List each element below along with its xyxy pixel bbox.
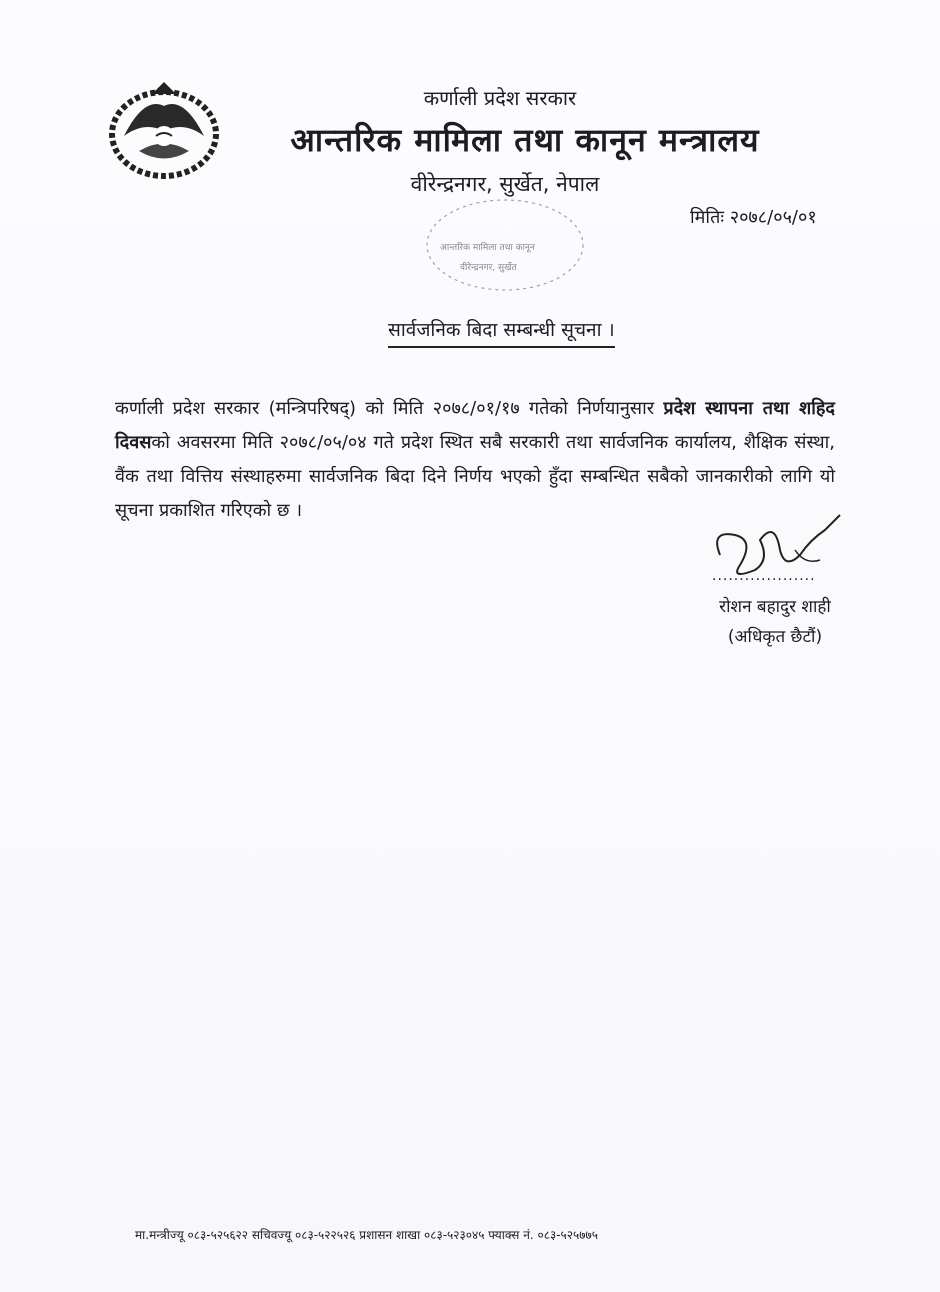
nepal-emblem-icon (104, 76, 224, 186)
svg-text:वीरेन्द्रनगर, सुर्खेत: वीरेन्द्रनगर, सुर्खेत (460, 263, 517, 273)
svg-text:आन्तरिक मामिला तथा कानून: आन्तरिक मामिला तथा कानून (440, 243, 535, 253)
body-text-end: को अवसरमा मिति २०७८/०५/०४ गते प्रदेश स्थित सबै सरकारी तथा सार्वजनिक कार्यालय, शैक्षिक संस्था, वैंक तथा वित्तिय संस्थाहरुमा सार्वजनिक बिदा दिने निर्णय भएको हुँदा सम्बन्धित सबैको जानकारीको लागि यो सूचना प्रकाशित गरिएको छ । (115, 432, 835, 521)
government-name: कर्णाली प्रदेश सरकार (423, 86, 577, 110)
signatory-title: (अधिकृत छैटौं) (727, 627, 823, 647)
notice-subject: सार्वजनिक बिदा सम्बन्धी सूचना । (388, 316, 615, 348)
office-seal-stamp (420, 190, 590, 300)
contact-footer: मा.मन्त्रीज्यू ०८३-५२५६२२ सचिवज्यू ०८३-५२२५२६ प्रशासन शाखा ०८३-५२३०४५ फ्याक्स नं. ०८३-५२५७७५ (135, 1228, 598, 1242)
ministry-name: आन्तरिक मामिला तथा कानून मन्त्रालय (290, 121, 760, 159)
office-address: वीरेन्द्रनगर, सुर्खेत, नेपाल (410, 172, 600, 196)
signature-line: ................... (712, 568, 816, 584)
body-text-highlight: प्रदेश स्थापना तथा शहिद दिवस (115, 398, 835, 453)
notice-date: मितिः २०७८/०५/०१ (690, 207, 817, 228)
notice-body (115, 392, 835, 528)
body-text-start: कर्णाली प्रदेश सरकार (मन्त्रिपरिषद्) को मिति २०७८/०१/१७ गतेको निर्णयानुसार (115, 398, 664, 419)
signatory-name: रोशन बहादुर शाही (719, 597, 831, 617)
